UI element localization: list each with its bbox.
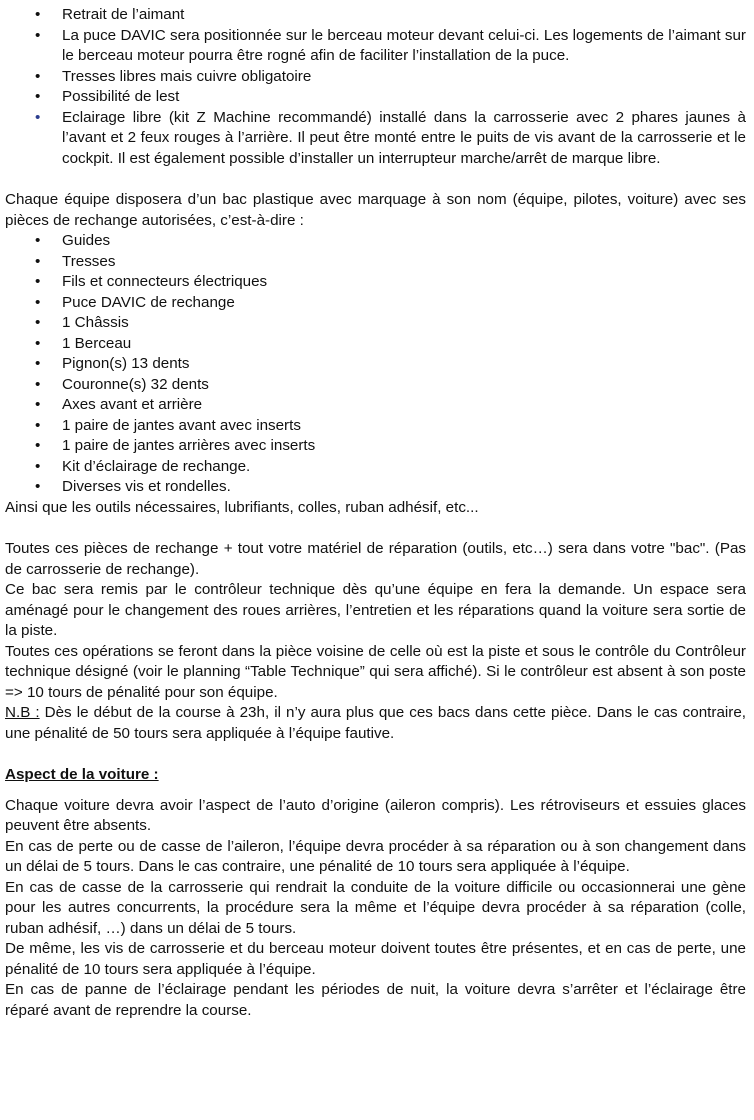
list-item: • Couronne(s) 32 dents: [35, 375, 746, 396]
nb-label: N.B :: [5, 704, 40, 721]
bac-paragraph: Toutes ces opérations se feront dans la pièce voisine de celle où est la piste et sous le contrôle du Contrôleur technique désigné (voir le planning “Table Technique” qui sera affiché). Si le contrôleur est absent à son poste => 10 tours de pénalité pour son équipe.: [5, 642, 746, 701]
list-item: • Kit d’éclairage de rechange.: [35, 457, 746, 478]
list-item: • Axes avant et arrière: [35, 395, 746, 416]
list-item: • 1 Berceau: [35, 334, 746, 355]
aspect-paragraph: Chaque voiture devra avoir l’aspect de l’auto d’origine (aileron compris). Les rétroviseurs et essuies glaces peuvent être absents.: [5, 796, 746, 834]
engine-rules-list: [5, 5, 746, 169]
bac-paragraph: Ce bac sera remis par le contrôleur technique dès qu’une équipe en fera la demande. Un espace sera aménagé pour le changement des roues arrières, l’entretien et les réparations quand la voiture sera sortie de la piste.: [5, 581, 746, 639]
list-item: • Pignon(s) 13 dents: [35, 354, 746, 375]
list-item: • Eclairage libre (kit Z Machine recommandé) installé dans la carrosserie avec 2 phares jaunes à l’avant et 2 feux rouges à l’arrière. Il peut être monté entre le puits de vis avant de la carrosserie et le cockpit. Il est également possible d’installer un interrupteur marche/arrêt de marque libre.: [35, 108, 746, 170]
list-item: • 1 paire de jantes arrières avec inserts: [35, 436, 746, 457]
nb-text: Dès le début de la course à 23h, il n’y aura plus que ces bacs dans cette pièce. Dans le cas contraire, une pénalité de 50 tours sera appliquée à l’équipe fautive.: [5, 704, 746, 742]
list-item: • Tresses libres mais cuivre obligatoire: [35, 67, 746, 88]
aspect-paragraph: En cas de panne de l’éclairage pendant les périodes de nuit, la voiture devra s’arrêter et l’éclairage être réparé avant de reprendre la course.: [5, 981, 746, 1019]
list-item: • Diverses vis et rondelles.: [35, 477, 746, 498]
list-item: • Tresses: [35, 252, 746, 273]
document-page: [5, 5, 746, 1021]
spare-parts-intro: Chaque équipe disposera d’un bac plastique avec marquage à son nom (équipe, pilotes, voiture) avec ses pièces de rechange autorisées, c’est-à-dire :: [5, 191, 746, 229]
list-item: • Guides: [35, 231, 746, 252]
list-item: • 1 paire de jantes avant avec inserts: [35, 416, 746, 437]
nb-paragraph: [5, 703, 746, 744]
list-item: • Puce DAVIC de rechange: [35, 293, 746, 314]
list-item: • 1 Châssis: [35, 313, 746, 334]
tools-line: Ainsi que les outils nécessaires, lubrifiants, colles, ruban adhésif, etc...: [5, 498, 479, 516]
aspect-heading: Aspect de la voiture :: [5, 766, 159, 783]
aspect-paragraph: De même, les vis de carrosserie et du berceau moteur doivent toutes être présentes, et en cas de perte, une pénalité de 10 tours sera appliquée à l’équipe.: [5, 940, 746, 978]
list-item: • Possibilité de lest: [35, 87, 746, 108]
list-item: • Fils et connecteurs électriques: [35, 272, 746, 293]
list-item: • Retrait de l’aimant: [35, 5, 746, 26]
spare-parts-list: [5, 231, 746, 498]
list-item: • La puce DAVIC sera positionnée sur le berceau moteur devant celui-ci. Les logements de l’aimant sur le berceau moteur pourra être rogné afin de faciliter l’installation de la puce.: [35, 26, 746, 67]
bac-paragraph: Toutes ces pièces de rechange + tout votre matériel de réparation (outils, etc…) sera dans votre "bac". (Pas de carrosserie de rechange).: [5, 540, 746, 578]
aspect-paragraph: En cas de casse de la carrosserie qui rendrait la conduite de la voiture difficile ou occasionnerai une gène pour les autres concurrents, la procédure sera la même et l’équipe devra procéder à sa réparation (colle, ruban adhésif, …) dans un délai de 5 tours.: [5, 878, 746, 937]
aspect-paragraph: En cas de perte ou de casse de l’aileron, l’équipe devra procéder à sa réparation ou à son changement dans un délai de 5 tours. Dans le cas contraire, une pénalité de 10 tours sera appliquée à l’équipe.: [5, 837, 746, 875]
